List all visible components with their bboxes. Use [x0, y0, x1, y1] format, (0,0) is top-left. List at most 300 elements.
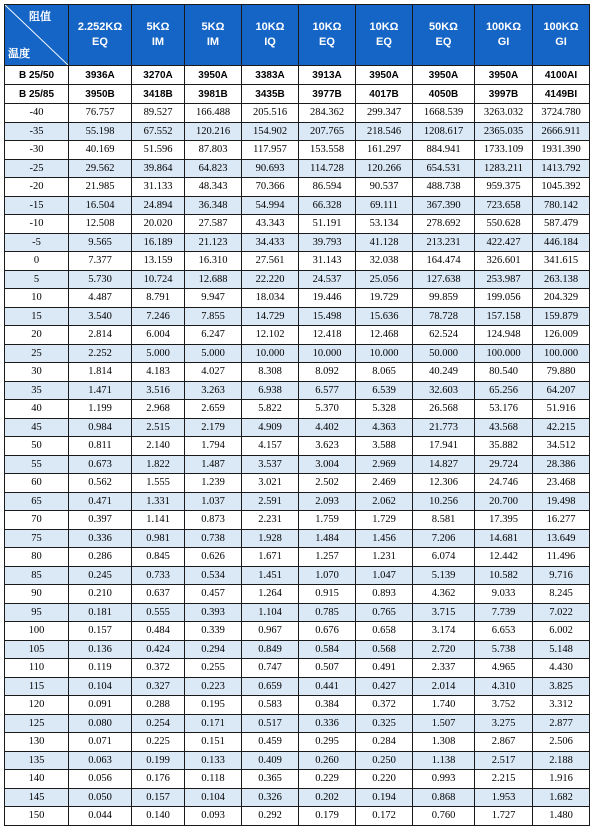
resistance-cell: 7.022	[533, 603, 590, 622]
temperature-cell: 95	[5, 603, 69, 622]
table-row	[5, 400, 590, 419]
resistance-cell: 3.715	[413, 603, 475, 622]
resistance-cell: 6.577	[299, 381, 356, 400]
column-header-resistance: 5KΩ	[146, 21, 170, 33]
resistance-cell: 89.527	[132, 104, 185, 123]
resistance-cell: 1413.792	[533, 159, 590, 178]
table-row	[5, 178, 590, 197]
temperature-cell: 150	[5, 807, 69, 826]
table-row	[5, 714, 590, 733]
resistance-cell: 62.524	[413, 326, 475, 345]
resistance-cell: 0.210	[69, 585, 132, 604]
resistance-cell: 2.591	[242, 492, 299, 511]
b-value-cell: 3977B	[299, 85, 356, 104]
resistance-cell: 1.264	[242, 585, 299, 604]
resistance-cell: 15.498	[299, 307, 356, 326]
b-value-cell: 4100AI	[533, 66, 590, 85]
resistance-cell: 0.171	[185, 714, 242, 733]
resistance-cell: 2666.911	[533, 122, 590, 141]
temperature-cell: -15	[5, 196, 69, 215]
resistance-cell: 2.179	[185, 418, 242, 437]
resistance-cell: 54.994	[242, 196, 299, 215]
resistance-cell: 0.093	[185, 807, 242, 826]
resistance-cell: 1.822	[132, 455, 185, 474]
resistance-cell: 35.882	[475, 437, 533, 456]
temperature-cell: 55	[5, 455, 69, 474]
resistance-cell: 2.877	[533, 714, 590, 733]
resistance-cell: 0.181	[69, 603, 132, 622]
temperature-cell: 90	[5, 585, 69, 604]
resistance-cell: 1.507	[413, 714, 475, 733]
resistance-cell: 4.965	[475, 659, 533, 678]
resistance-cell: 884.941	[413, 141, 475, 160]
resistance-cell: 2.515	[132, 418, 185, 437]
resistance-cell: 723.658	[475, 196, 533, 215]
table-row	[5, 215, 590, 234]
temperature-cell: 105	[5, 640, 69, 659]
resistance-cell: 1.257	[299, 548, 356, 567]
resistance-cell: 2.506	[533, 733, 590, 752]
resistance-cell: 2.517	[475, 751, 533, 770]
table-row	[5, 677, 590, 696]
resistance-cell: 0.288	[132, 696, 185, 715]
resistance-cell: 0.673	[69, 455, 132, 474]
table-row	[5, 252, 590, 271]
table-row	[5, 122, 590, 141]
temperature-cell: 25	[5, 344, 69, 363]
resistance-cell: 1.480	[533, 807, 590, 826]
resistance-cell: 9.565	[69, 233, 132, 252]
resistance-cell: 0.568	[356, 640, 413, 659]
resistance-cell: 1.916	[533, 770, 590, 789]
resistance-cell: 5.148	[533, 640, 590, 659]
resistance-cell: 3.263	[185, 381, 242, 400]
resistance-cell: 1.727	[475, 807, 533, 826]
resistance-cell: 8.065	[356, 363, 413, 382]
resistance-cell: 36.348	[185, 196, 242, 215]
resistance-cell: 0.255	[185, 659, 242, 678]
resistance-cell: 7.206	[413, 529, 475, 548]
table-row	[5, 196, 590, 215]
resistance-cell: 0.785	[299, 603, 356, 622]
resistance-cell: 1.104	[242, 603, 299, 622]
resistance-cell: 164.474	[413, 252, 475, 271]
table-row	[5, 585, 590, 604]
resistance-cell: 19.729	[356, 289, 413, 308]
resistance-cell: 3.825	[533, 677, 590, 696]
resistance-cell: 1.928	[242, 529, 299, 548]
table-row	[5, 566, 590, 585]
resistance-cell: 0.676	[299, 622, 356, 641]
temperature-cell: 45	[5, 418, 69, 437]
resistance-cell: 8.308	[242, 363, 299, 382]
resistance-cell: 10.256	[413, 492, 475, 511]
table-row	[5, 529, 590, 548]
resistance-cell: 0.584	[299, 640, 356, 659]
table-row	[5, 270, 590, 289]
table-row	[5, 307, 590, 326]
resistance-cell: 12.306	[413, 474, 475, 493]
resistance-cell: 3.516	[132, 381, 185, 400]
resistance-cell: 0.424	[132, 640, 185, 659]
resistance-cell: 90.537	[356, 178, 413, 197]
resistance-cell: 16.504	[69, 196, 132, 215]
table-row	[5, 492, 590, 511]
resistance-cell: 4.430	[533, 659, 590, 678]
resistance-cell: 1.729	[356, 511, 413, 530]
resistance-cell: 5.328	[356, 400, 413, 419]
resistance-cell: 64.823	[185, 159, 242, 178]
resistance-cell: 0.091	[69, 696, 132, 715]
resistance-cell: 0.760	[413, 807, 475, 826]
resistance-cell: 100.000	[475, 344, 533, 363]
resistance-cell: 1.451	[242, 566, 299, 585]
resistance-cell: 99.859	[413, 289, 475, 308]
resistance-cell: 0.984	[69, 418, 132, 437]
resistance-cell: 2.969	[356, 455, 413, 474]
temperature-cell: -40	[5, 104, 69, 123]
resistance-cell: 2.659	[185, 400, 242, 419]
resistance-cell: 17.395	[475, 511, 533, 530]
temperature-cell: 40	[5, 400, 69, 419]
temperature-cell: 75	[5, 529, 69, 548]
resistance-cell: 213.231	[413, 233, 475, 252]
b-value-cell: 4017B	[356, 85, 413, 104]
resistance-cell: 6.539	[356, 381, 413, 400]
resistance-cell: 24.746	[475, 474, 533, 493]
resistance-cell: 32.603	[413, 381, 475, 400]
resistance-cell: 263.138	[533, 270, 590, 289]
resistance-cell: 1.141	[132, 511, 185, 530]
resistance-cell: 3.588	[356, 437, 413, 456]
temperature-cell: 80	[5, 548, 69, 567]
resistance-cell: 0.327	[132, 677, 185, 696]
temperature-cell: 0	[5, 252, 69, 271]
resistance-cell: 0.491	[356, 659, 413, 678]
table-row	[5, 788, 590, 807]
resistance-cell: 0.229	[299, 770, 356, 789]
resistance-cell: 13.649	[533, 529, 590, 548]
resistance-cell: 0.484	[132, 622, 185, 641]
resistance-cell: 65.256	[475, 381, 533, 400]
resistance-cell: 1.487	[185, 455, 242, 474]
resistance-cell: 284.362	[299, 104, 356, 123]
resistance-cell: 0.811	[69, 437, 132, 456]
column-header	[533, 5, 590, 66]
resistance-cell: 24.894	[132, 196, 185, 215]
column-header-series: IM	[151, 36, 165, 48]
temperature-cell: 85	[5, 566, 69, 585]
resistance-cell: 2.140	[132, 437, 185, 456]
resistance-cell: 18.034	[242, 289, 299, 308]
resistance-cell: 0.659	[242, 677, 299, 696]
resistance-cell: 1.953	[475, 788, 533, 807]
resistance-cell: 4.363	[356, 418, 413, 437]
resistance-cell: 12.418	[299, 326, 356, 345]
resistance-cell: 587.479	[533, 215, 590, 234]
b-value-cell: 3950A	[356, 66, 413, 85]
resistance-cell: 0.765	[356, 603, 413, 622]
resistance-cell: 124.948	[475, 326, 533, 345]
resistance-cell: 157.158	[475, 307, 533, 326]
table-row	[5, 622, 590, 641]
resistance-cell: 780.142	[533, 196, 590, 215]
resistance-cell: 1045.392	[533, 178, 590, 197]
resistance-cell: 40.249	[413, 363, 475, 382]
resistance-cell: 1283.211	[475, 159, 533, 178]
resistance-cell: 0.260	[299, 751, 356, 770]
resistance-cell: 1.671	[242, 548, 299, 567]
resistance-cell: 0.292	[242, 807, 299, 826]
resistance-cell: 488.738	[413, 178, 475, 197]
resistance-cell: 5.730	[69, 270, 132, 289]
resistance-cell: 51.596	[132, 141, 185, 160]
table-row	[5, 659, 590, 678]
b-value-row	[5, 66, 590, 85]
resistance-cell: 12.508	[69, 215, 132, 234]
b-value-cell: 3981B	[185, 85, 242, 104]
table-row	[5, 363, 590, 382]
resistance-cell: 64.207	[533, 381, 590, 400]
resistance-cell: 4.402	[299, 418, 356, 437]
resistance-cell: 2.252	[69, 344, 132, 363]
resistance-cell: 87.803	[185, 141, 242, 160]
temperature-cell: 100	[5, 622, 69, 641]
resistance-cell: 126.009	[533, 326, 590, 345]
resistance-cell: 5.000	[132, 344, 185, 363]
resistance-cell: 11.496	[533, 548, 590, 567]
resistance-cell: 48.343	[185, 178, 242, 197]
resistance-cell: 550.628	[475, 215, 533, 234]
resistance-cell: 4.157	[242, 437, 299, 456]
resistance-cell: 0.967	[242, 622, 299, 641]
column-header	[185, 5, 242, 66]
resistance-cell: 53.176	[475, 400, 533, 419]
resistance-cell: 0.738	[185, 529, 242, 548]
resistance-cell: 5.000	[185, 344, 242, 363]
resistance-cell: 31.143	[299, 252, 356, 271]
resistance-cell: 1.682	[533, 788, 590, 807]
resistance-cell: 154.902	[242, 122, 299, 141]
resistance-cell: 0.325	[356, 714, 413, 733]
resistance-cell: 79.880	[533, 363, 590, 382]
b-value-cell: 3936A	[69, 66, 132, 85]
resistance-cell: 5.370	[299, 400, 356, 419]
resistance-cell: 0.733	[132, 566, 185, 585]
resistance-cell: 100.000	[533, 344, 590, 363]
resistance-cell: 0.151	[185, 733, 242, 752]
resistance-cell: 0.534	[185, 566, 242, 585]
temperature-cell: 50	[5, 437, 69, 456]
resistance-cell: 70.366	[242, 178, 299, 197]
resistance-cell: 2.867	[475, 733, 533, 752]
table-row	[5, 437, 590, 456]
resistance-cell: 80.540	[475, 363, 533, 382]
resistance-cell: 3.021	[242, 474, 299, 493]
resistance-cell: 1208.617	[413, 122, 475, 141]
temperature-cell: 125	[5, 714, 69, 733]
resistance-cell: 14.681	[475, 529, 533, 548]
table-row	[5, 326, 590, 345]
resistance-cell: 0.365	[242, 770, 299, 789]
resistance-cell: 6.002	[533, 622, 590, 641]
table-row	[5, 159, 590, 178]
temperature-cell: 120	[5, 696, 69, 715]
resistance-cell: 0.063	[69, 751, 132, 770]
b-value-cell: 3950A	[413, 66, 475, 85]
resistance-cell: 199.056	[475, 289, 533, 308]
resistance-cell: 4.362	[413, 585, 475, 604]
resistance-cell: 2.062	[356, 492, 413, 511]
resistance-cell: 1.794	[185, 437, 242, 456]
resistance-cell: 0.626	[185, 548, 242, 567]
resistance-cell: 23.468	[533, 474, 590, 493]
resistance-cell: 6.004	[132, 326, 185, 345]
column-header	[356, 5, 413, 66]
resistance-cell: 20.700	[475, 492, 533, 511]
table-row	[5, 640, 590, 659]
resistance-cell: 0.133	[185, 751, 242, 770]
table-row	[5, 474, 590, 493]
resistance-cell: 367.390	[413, 196, 475, 215]
column-header-resistance: 10KΩ	[369, 21, 399, 33]
column-header-series: EQ	[319, 36, 335, 48]
resistance-cell: 0.658	[356, 622, 413, 641]
resistance-cell: 16.310	[185, 252, 242, 271]
resistance-cell: 10.000	[299, 344, 356, 363]
resistance-cell: 2.215	[475, 770, 533, 789]
resistance-cell: 2.093	[299, 492, 356, 511]
resistance-cell: 218.546	[356, 122, 413, 141]
header-row	[5, 5, 590, 66]
resistance-cell: 205.516	[242, 104, 299, 123]
column-header-resistance: 5KΩ	[201, 21, 225, 33]
resistance-cell: 114.728	[299, 159, 356, 178]
resistance-cell: 0.555	[132, 603, 185, 622]
resistance-cell: 6.653	[475, 622, 533, 641]
resistance-cell: 0.050	[69, 788, 132, 807]
resistance-cell: 50.000	[413, 344, 475, 363]
column-header-series: EQ	[92, 36, 108, 48]
resistance-cell: 0.981	[132, 529, 185, 548]
resistance-cell: 10.724	[132, 270, 185, 289]
resistance-cell: 0.195	[185, 696, 242, 715]
resistance-cell: 326.601	[475, 252, 533, 271]
resistance-cell: 0.119	[69, 659, 132, 678]
column-header-resistance: 100KΩ	[543, 21, 579, 33]
resistance-cell: 0.080	[69, 714, 132, 733]
resistance-cell: 0.194	[356, 788, 413, 807]
resistance-cell: 12.442	[475, 548, 533, 567]
corner-label-resistance: 阻值	[29, 10, 51, 23]
resistance-cell: 12.688	[185, 270, 242, 289]
b-value-cell: 4050B	[413, 85, 475, 104]
resistance-cell: 3263.032	[475, 104, 533, 123]
resistance-cell: 5.738	[475, 640, 533, 659]
table-row	[5, 511, 590, 530]
resistance-cell: 446.184	[533, 233, 590, 252]
resistance-cell: 43.568	[475, 418, 533, 437]
resistance-cell: 159.879	[533, 307, 590, 326]
b-value-cell: 3418B	[132, 85, 185, 104]
resistance-cell: 0.179	[299, 807, 356, 826]
temperature-cell: -5	[5, 233, 69, 252]
temperature-cell: 115	[5, 677, 69, 696]
resistance-cell: 0.254	[132, 714, 185, 733]
column-header	[242, 5, 299, 66]
resistance-cell: 1.047	[356, 566, 413, 585]
resistance-cell: 7.377	[69, 252, 132, 271]
resistance-cell: 0.140	[132, 807, 185, 826]
resistance-cell: 4.310	[475, 677, 533, 696]
b-value-cell: 3950A	[475, 66, 533, 85]
resistance-cell: 1.070	[299, 566, 356, 585]
resistance-cell: 0.993	[413, 770, 475, 789]
resistance-cell: 0.157	[132, 788, 185, 807]
corner-label-temperature: 温度	[8, 47, 30, 60]
resistance-cell: 0.225	[132, 733, 185, 752]
temperature-cell: 130	[5, 733, 69, 752]
resistance-cell: 67.552	[132, 122, 185, 141]
resistance-cell: 0.397	[69, 511, 132, 530]
resistance-cell: 27.561	[242, 252, 299, 271]
table-row	[5, 807, 590, 826]
b-value-cell: 3950A	[185, 66, 242, 85]
resistance-cell: 3.537	[242, 455, 299, 474]
resistance-cell: 0.157	[69, 622, 132, 641]
resistance-cell: 34.512	[533, 437, 590, 456]
resistance-cell: 204.329	[533, 289, 590, 308]
resistance-cell: 3.752	[475, 696, 533, 715]
resistance-cell: 6.247	[185, 326, 242, 345]
resistance-cell: 51.191	[299, 215, 356, 234]
resistance-cell: 0.471	[69, 492, 132, 511]
resistance-cell: 0.056	[69, 770, 132, 789]
resistance-cell: 0.517	[242, 714, 299, 733]
resistance-cell: 43.343	[242, 215, 299, 234]
resistance-cell: 4.487	[69, 289, 132, 308]
resistance-cell: 9.033	[475, 585, 533, 604]
resistance-cell: 10.000	[242, 344, 299, 363]
resistance-cell: 0.245	[69, 566, 132, 585]
resistance-cell: 13.159	[132, 252, 185, 271]
temperature-cell: 140	[5, 770, 69, 789]
column-header	[475, 5, 533, 66]
resistance-cell: 0.284	[356, 733, 413, 752]
resistance-cell: 0.336	[299, 714, 356, 733]
resistance-cell: 29.724	[475, 455, 533, 474]
table-row	[5, 141, 590, 160]
b-value-cell: 3997B	[475, 85, 533, 104]
resistance-cell: 0.372	[356, 696, 413, 715]
resistance-cell: 2.188	[533, 751, 590, 770]
resistance-cell: 0.071	[69, 733, 132, 752]
resistance-cell: 6.074	[413, 548, 475, 567]
resistance-cell: 3.540	[69, 307, 132, 326]
resistance-cell: 0.457	[185, 585, 242, 604]
resistance-cell: 10.000	[356, 344, 413, 363]
column-header-resistance: 50KΩ	[429, 21, 458, 33]
resistance-cell: 0.845	[132, 548, 185, 567]
resistance-cell: 3.312	[533, 696, 590, 715]
resistance-cell: 7.739	[475, 603, 533, 622]
resistance-cell: 1931.390	[533, 141, 590, 160]
resistance-cell: 0.409	[242, 751, 299, 770]
ntc-resistance-table	[4, 4, 590, 826]
b-value-label: B 25/85	[5, 85, 69, 104]
resistance-cell: 28.386	[533, 455, 590, 474]
resistance-cell: 1.740	[413, 696, 475, 715]
